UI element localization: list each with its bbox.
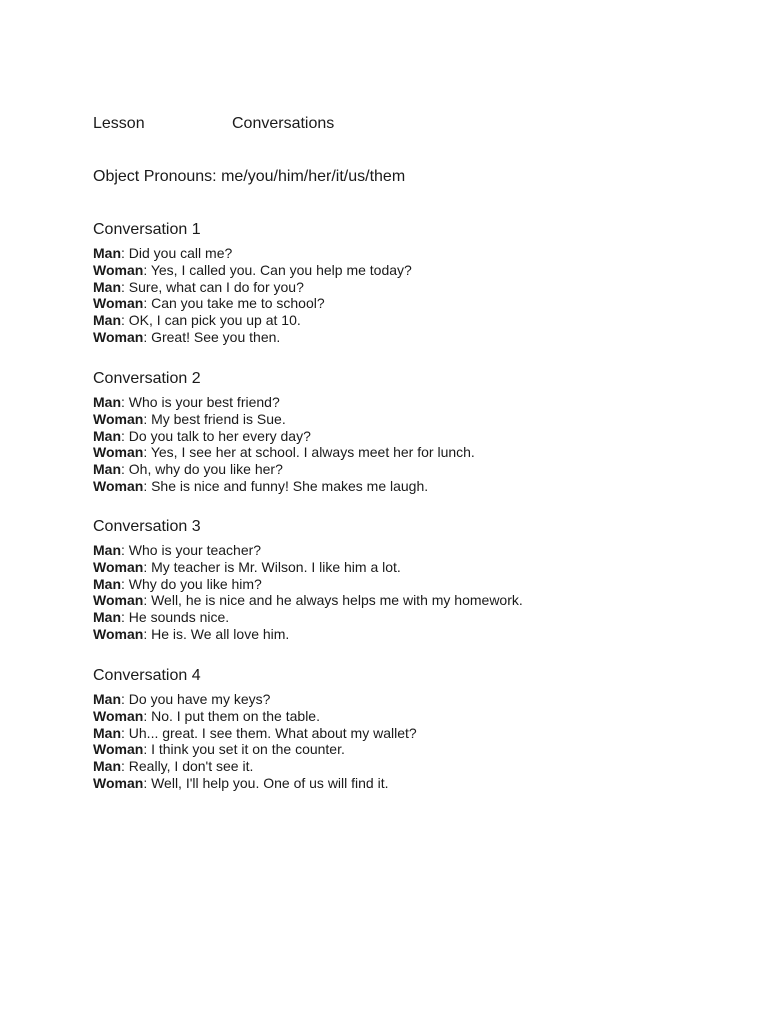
speaker-name: Woman bbox=[93, 295, 144, 312]
dialogue-text: : Oh, why do you like her? bbox=[121, 461, 283, 478]
dialogue-line bbox=[93, 741, 733, 758]
dialogue-line bbox=[93, 592, 733, 609]
dialogue-text: : Uh... great. I see them. What about my wallet? bbox=[121, 724, 417, 741]
speaker-name: Man bbox=[93, 394, 121, 410]
dialogue-text: : Yes, I called you. Can you help me today? bbox=[143, 261, 412, 278]
conversation-1 bbox=[93, 220, 733, 346]
dialogue-line bbox=[93, 609, 733, 626]
dialogue-text: : Why do you like him? bbox=[121, 575, 262, 592]
dialogue-text: : My teacher is Mr. Wilson. I like him a lot. bbox=[143, 558, 401, 575]
dialogue-text: : He sounds nice. bbox=[121, 609, 230, 626]
speaker-name: Woman bbox=[93, 592, 144, 609]
dialogue-text: : OK, I can pick you up at 10. bbox=[121, 312, 301, 329]
dialogue-line bbox=[93, 708, 733, 725]
dialogue-text: : Well, he is nice and he always helps me with my homework. bbox=[143, 592, 523, 609]
speaker-name: Woman bbox=[93, 444, 144, 461]
dialogue-line bbox=[93, 542, 733, 559]
dialogue-line bbox=[93, 394, 733, 411]
dialogue-text: : Did you call me? bbox=[121, 245, 233, 261]
lesson-topic: Conversations bbox=[232, 115, 335, 132]
speaker-name: Man bbox=[93, 427, 121, 444]
dialogue-line bbox=[93, 559, 733, 576]
speaker-name: Man bbox=[93, 724, 121, 741]
dialogue-line bbox=[93, 576, 733, 593]
conversation-title: Conversation 2 bbox=[93, 370, 201, 387]
speaker-name: Man bbox=[93, 691, 121, 707]
conversation-3 bbox=[93, 517, 733, 643]
lesson-label: Lesson bbox=[93, 115, 145, 132]
speaker-name: Woman bbox=[93, 261, 144, 278]
dialogue-line bbox=[93, 725, 733, 742]
speaker-name: Man bbox=[93, 575, 121, 592]
dialogue-line bbox=[93, 262, 733, 279]
conversation-4 bbox=[93, 666, 733, 792]
dialogue-text: : Great! See you then. bbox=[143, 328, 281, 345]
speaker-name: Man bbox=[93, 278, 121, 295]
dialogue-line bbox=[93, 691, 733, 708]
speaker-name: Man bbox=[93, 542, 121, 558]
speaker-name: Woman bbox=[93, 477, 144, 494]
dialogue-text: : Sure, what can I do for you? bbox=[121, 278, 304, 295]
speaker-name: Woman bbox=[93, 625, 144, 642]
dialogue-text: : Can you take me to school? bbox=[143, 295, 325, 312]
dialogue-text: : He is. We all love him. bbox=[143, 625, 290, 642]
dialogue-text: : Do you talk to her every day? bbox=[121, 427, 311, 444]
dialogue-line bbox=[93, 312, 733, 329]
dialogue-line bbox=[93, 279, 733, 296]
conversation-title: Conversation 3 bbox=[93, 518, 201, 535]
dialogue-text: : She is nice and funny! She makes me laugh. bbox=[143, 477, 429, 494]
dialogue-text: : Yes, I see her at school. I always meet her for lunch. bbox=[143, 444, 475, 461]
dialogue-line bbox=[93, 295, 733, 312]
dialogue-line bbox=[93, 428, 733, 445]
dialogue-line bbox=[93, 775, 733, 792]
speaker-name: Woman bbox=[93, 707, 144, 724]
dialogue-text: : Do you have my keys? bbox=[121, 691, 271, 707]
dialogue-line bbox=[93, 329, 733, 346]
speaker-name: Man bbox=[93, 758, 121, 775]
dialogue-text: : Who is your best friend? bbox=[121, 394, 280, 410]
speaker-name: Man bbox=[93, 245, 121, 261]
dialogue-line bbox=[93, 758, 733, 775]
speaker-name: Woman bbox=[93, 741, 144, 758]
speaker-name: Man bbox=[93, 312, 121, 329]
speaker-name: Man bbox=[93, 461, 121, 478]
speaker-name: Woman bbox=[93, 328, 144, 345]
dialogue-text: : Really, I don't see it. bbox=[121, 758, 254, 775]
speaker-name: Woman bbox=[93, 558, 144, 575]
dialogue-text: : I think you set it on the counter. bbox=[143, 741, 345, 758]
conversation-title: Conversation 1 bbox=[93, 221, 201, 238]
dialogue-line bbox=[93, 411, 733, 428]
conversation-2 bbox=[93, 369, 733, 495]
dialogue-text: : No. I put them on the table. bbox=[143, 707, 320, 724]
conversation-title: Conversation 4 bbox=[93, 667, 201, 684]
speaker-name: Man bbox=[93, 609, 121, 626]
dialogue-line bbox=[93, 461, 733, 478]
page-subtitle: Object Pronouns: me/you/him/her/it/us/them bbox=[93, 168, 406, 185]
dialogue-line bbox=[93, 245, 733, 262]
dialogue-text: : Well, I'll help you. One of us will find it. bbox=[143, 774, 389, 791]
speaker-name: Woman bbox=[93, 410, 144, 427]
dialogue-text: : Who is your teacher? bbox=[121, 542, 262, 558]
dialogue-line bbox=[93, 444, 733, 461]
dialogue-text: : My best friend is Sue. bbox=[143, 410, 286, 427]
speaker-name: Woman bbox=[93, 774, 144, 791]
dialogue-line bbox=[93, 478, 733, 495]
dialogue-line bbox=[93, 626, 733, 643]
